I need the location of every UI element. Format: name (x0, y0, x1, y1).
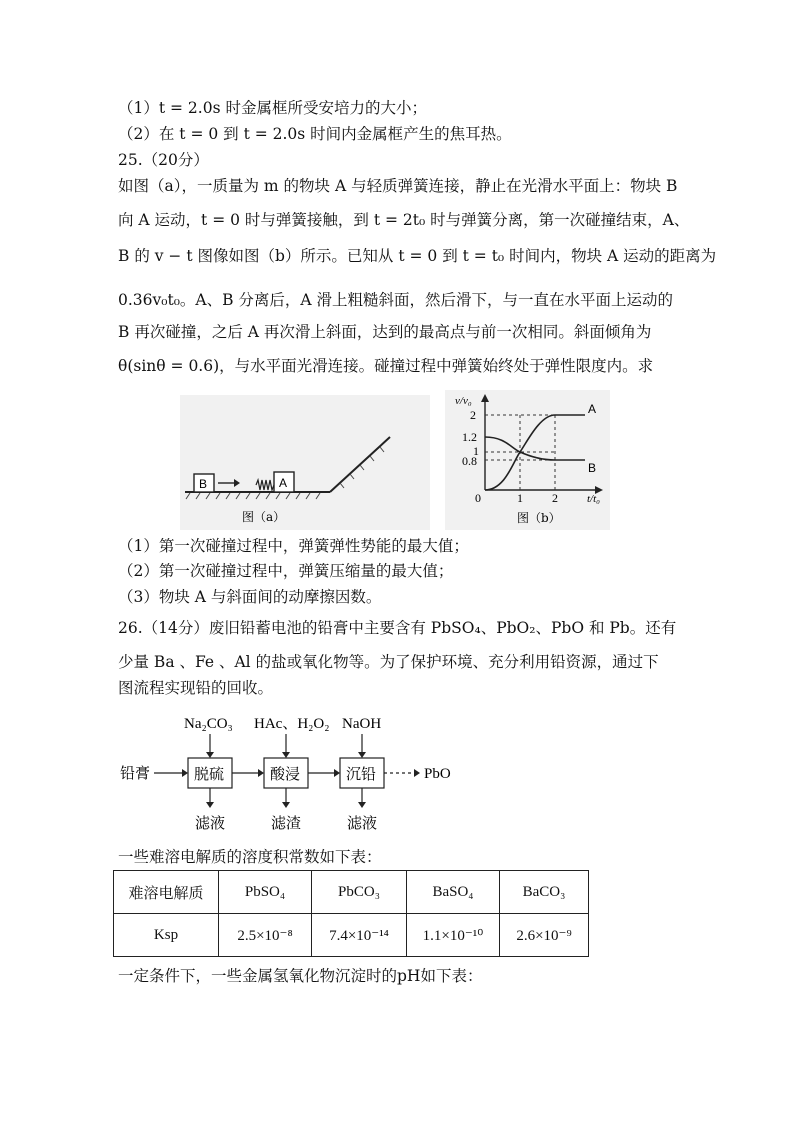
q25-para-5: B 再次碰撞，之后 A 再次滑上斜面，达到的最高点与前一次相同。斜面倾角为 (118, 323, 652, 341)
q25-para-4: 0.36v₀t₀。A、B 分离后，A 滑上粗糙斜面，然后滑下，与一直在水平面上运动的 (118, 291, 674, 309)
y-tick-2: 2 (470, 408, 476, 422)
step-desulfurize: 脱硫 (194, 765, 225, 783)
flow-product: PbO (424, 766, 451, 782)
q24-item-1: （1）t = 2.0s 时金属框所受安培力的大小； (118, 99, 427, 117)
reagent-na2co3: Na₂CO₃ (184, 716, 233, 732)
table-cell: 2.6×10⁻⁹ (500, 914, 589, 957)
table-intro: 一些难溶电解质的溶度积常数如下表： (118, 848, 382, 866)
figure-b-vt-graph (445, 390, 610, 530)
figure-a-caption: 图（a） (242, 510, 286, 524)
q25-para-2: 向 A 运动，t = 0 时与弹簧接触，到 t = 2t₀ 时与弹簧分离，第一次碰撞结束，A、 (118, 211, 690, 229)
q25-para-3: B 的 v − t 图像如图（b）所示。已知从 t = 0 到 t = t₀ 时间内，物块 A 运动的距离为 (118, 247, 717, 265)
table-header-cell: BaCO₃ (500, 871, 589, 914)
table-header-cell: BaSO₄ (407, 871, 500, 914)
ksp-table (113, 870, 589, 957)
y-axis-label: v/v₀ (455, 395, 472, 407)
table-header-cell: PbCO₃ (312, 871, 407, 914)
step-acid-leach: 酸浸 (270, 765, 301, 783)
table-cell: 7.4×10⁻¹⁴ (312, 914, 407, 957)
q25-para-6: θ(sinθ = 0.6)，与水平面光滑连接。碰撞过程中弹簧始终处于弹性限度内。求 (118, 357, 654, 375)
table-cell: 1.1×10⁻¹⁰ (407, 914, 500, 957)
q25-para-1: 如图（a），一质量为 m 的物块 A 与轻质弹簧连接，静止在光滑水平面上：物块 B (118, 177, 678, 195)
curve-b-label: B (588, 461, 597, 475)
y-tick-0-8: 0.8 (462, 454, 477, 468)
x-axis-label: t/t₀ (587, 493, 600, 505)
q25-header: 25.（20分） (118, 151, 209, 169)
figure-a (180, 395, 430, 530)
y-tick-1-2: 1.2 (462, 430, 477, 444)
q26-para-2: 少量 Ba 、Fe 、Al 的盐或氧化物等。为了保护环境、充分利用铅资源，通过下 (118, 653, 659, 671)
x-tick-0: 0 (475, 491, 481, 505)
block-b-label: B (199, 477, 208, 491)
x-tick-2: 2 (552, 491, 558, 505)
ph-table-intro: 一定条件下，一些金属氢氧化物沉淀时的pH如下表： (118, 967, 483, 985)
output-filtrate-1: 滤液 (195, 814, 226, 832)
figure-b-caption: 图（b） (517, 511, 561, 525)
output-residue: 滤渣 (271, 814, 302, 832)
y-tick-1: 1 (473, 444, 479, 458)
q25-ask-2: （2）第一次碰撞过程中，弹簧压缩量的最大值； (118, 562, 454, 580)
process-flowchart (118, 708, 478, 836)
reagent-hac-h2o2: HAc、H₂O₂ (254, 716, 330, 732)
q26-para-1: 26.（14分）废旧铅蓄电池的铅膏中主要含有 PbSO₄、PbO₂、PbO 和 Pb。还有 (118, 619, 677, 637)
q24-item-2: （2）在 t = 0 到 t = 2.0s 时间内金属框产生的焦耳热。 (118, 125, 512, 143)
table-cell: 2.5×10⁻⁸ (219, 914, 312, 957)
table-header-cell: PbSO₄ (219, 871, 312, 914)
table-header-row (114, 871, 589, 914)
output-filtrate-2: 滤液 (347, 814, 378, 832)
table-row (114, 914, 589, 957)
block-a-label: A (279, 476, 288, 490)
table-row-label: Ksp (114, 914, 219, 957)
table-header-cell: 难溶电解质 (114, 871, 219, 914)
reagent-naoh: NaOH (342, 716, 382, 732)
q25-ask-1: （1）第一次碰撞过程中，弹簧弹性势能的最大值； (118, 537, 469, 555)
q25-ask-3: （3）物块 A 与斜面间的动摩擦因数。 (118, 588, 382, 606)
q26-para-3: 图流程实现铅的回收。 (118, 679, 274, 697)
step-precipitate: 沉铅 (346, 765, 377, 783)
flow-input: 铅膏 (120, 764, 151, 782)
curve-a-label: A (588, 402, 597, 416)
x-tick-1: 1 (517, 491, 523, 505)
